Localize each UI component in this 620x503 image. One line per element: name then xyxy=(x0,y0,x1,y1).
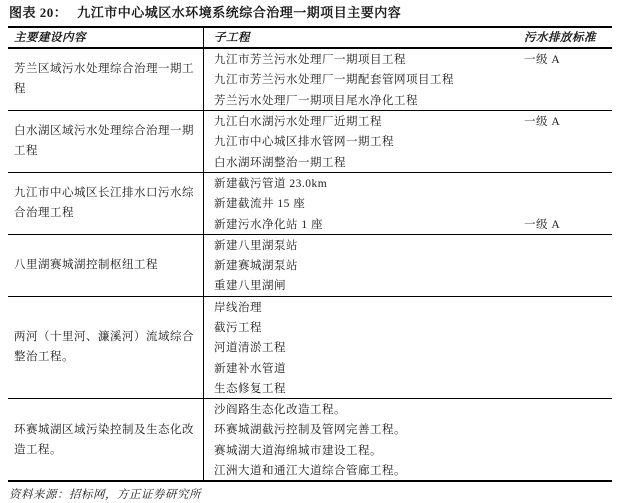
discharge-standard-cell: 一级 A xyxy=(524,54,561,67)
header-main-content: 主要建设内容 xyxy=(8,28,204,48)
table-row xyxy=(8,398,612,480)
sub-project-list xyxy=(204,399,612,480)
sub-project-row xyxy=(204,460,612,480)
table-row xyxy=(8,49,612,110)
sub-project-list xyxy=(204,235,612,296)
sub-project-row xyxy=(204,399,612,419)
sub-project-name: 新建补水管道 xyxy=(214,362,286,375)
sub-project-row xyxy=(204,235,612,255)
sub-project-row xyxy=(204,440,612,460)
sub-project-name: 新建截流井 15 座 xyxy=(214,198,306,211)
main-content-cell: 九江市中心城区长江排水口污水综合治理工程 xyxy=(8,173,204,234)
header-sub-project: 子工程 xyxy=(214,32,250,44)
project-table xyxy=(8,26,612,482)
sub-project-list xyxy=(204,111,612,172)
sub-project-row xyxy=(204,173,612,193)
sub-project-name: 重建八里湖闸 xyxy=(214,280,286,293)
sub-project-row xyxy=(204,213,612,233)
sub-project-name: 新建八里湖泵站 xyxy=(214,239,298,252)
sub-project-row xyxy=(204,357,612,377)
table-row xyxy=(8,234,612,296)
sub-project-name: 岸线治理 xyxy=(214,301,262,314)
table-header-row xyxy=(8,28,612,49)
source-note: 资料来源：招标网，方正证券研究所 xyxy=(9,489,201,502)
table-row xyxy=(8,110,612,172)
figure-number-label: 图表 20： xyxy=(9,5,68,20)
sub-project-name: 白水湖环湖整治一期工程 xyxy=(214,156,346,169)
sub-project-name: 赛城湖大道海绵城市建设工程。 xyxy=(214,444,382,457)
header-right-group xyxy=(204,28,612,48)
sub-project-list xyxy=(204,297,612,398)
sub-project-row xyxy=(204,297,612,317)
sub-project-name: 九江市中心城区排水管网一期工程 xyxy=(214,136,394,149)
discharge-standard-cell: 一级 A xyxy=(524,218,561,231)
sub-project-name: 芳兰污水处理厂一期项目尾水净化工程 xyxy=(214,94,418,107)
main-content-cell: 芳兰区域污水处理综合治理一期工程 xyxy=(8,49,204,110)
main-content-cell: 白水湖区域污水处理综合治理一期工程 xyxy=(8,111,204,172)
sub-project-list xyxy=(204,173,612,234)
figure-title-text: 九江市中心城区水环境系统综合治理一期项目主要内容 xyxy=(77,5,402,20)
sub-project-name: 新建污水净化站 1 座 xyxy=(214,218,323,231)
sub-project-row xyxy=(204,69,612,89)
sub-project-row xyxy=(204,111,612,131)
sub-project-name: 新建截污管道 23.0km xyxy=(214,177,328,190)
sub-project-row xyxy=(204,317,612,337)
sub-project-name: 九江白水湖污水处理厂近期工程 xyxy=(214,116,382,129)
table-row xyxy=(8,296,612,398)
sub-project-name: 九江市芳兰污水处理厂一期配套管网项目工程 xyxy=(214,74,454,87)
sub-project-name: 沙阎路生态化改造工程。 xyxy=(214,404,346,417)
sub-project-name: 河道清淤工程 xyxy=(214,342,286,355)
sub-project-name: 生态修复工程 xyxy=(214,382,286,395)
table-row xyxy=(8,172,612,234)
sub-project-row xyxy=(204,378,612,398)
figure-title xyxy=(8,4,612,24)
sub-project-name: 环赛城湖截污控制及管网完善工程。 xyxy=(214,424,406,437)
sub-project-row xyxy=(204,419,612,439)
main-content-cell: 八里湖赛城湖控制枢纽工程 xyxy=(8,235,204,296)
discharge-standard-cell: 一级 A xyxy=(524,116,561,129)
sub-project-name: 九江市芳兰污水处理厂一期项目工程 xyxy=(214,54,406,67)
sub-project-row xyxy=(204,90,612,110)
sub-project-row xyxy=(204,49,612,69)
main-content-cell: 环赛城湖区域污染控制及生态化改造工程。 xyxy=(8,399,204,480)
sub-project-row xyxy=(204,337,612,357)
main-content-cell: 两河（十里河、濂溪河）流域综合整治工程。 xyxy=(8,297,204,398)
sub-project-row xyxy=(204,275,612,295)
sub-project-name: 新建赛城湖泵站 xyxy=(214,260,298,273)
sub-project-row xyxy=(204,193,612,213)
sub-project-list xyxy=(204,49,612,110)
header-discharge-standard: 污水排放标准 xyxy=(524,32,596,44)
sub-project-row xyxy=(204,131,612,151)
sub-project-row xyxy=(204,151,612,171)
sub-project-name: 江洲大道和通江大道综合管廊工程。 xyxy=(214,465,406,478)
sub-project-name: 截污工程 xyxy=(214,322,262,334)
sub-project-row xyxy=(204,255,612,275)
